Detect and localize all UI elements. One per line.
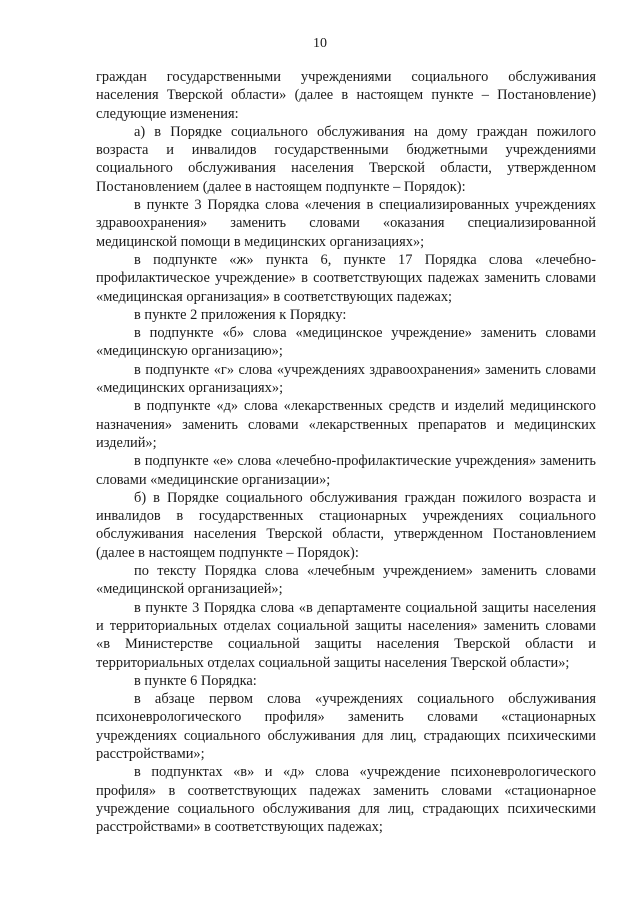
paragraph: граждан государственными учреждениями социального обслуживания населения Тверской области» (далее в настоящем пункте – Постановление) следующие изменения: xyxy=(96,69,596,122)
paragraph: в подпункте «ж» пункта 6, пункте 17 Порядка слова «лечебно-профилактическое учреждение» в соответствующих падежах заменить словами «медицинская организация» в соответствующих падежах; xyxy=(96,251,596,305)
paragraph: в подпункте «е» слова «лечебно-профилактические учреждения» заменить словами «медицинские организации»; xyxy=(96,453,596,488)
paragraph: в абзаце первом слова «учреждениях социального обслуживания психоневрологического профиля» заменить словами «стационарных учреждениях социального обслуживания для лиц, страдающих психическими расстройствами»; xyxy=(96,691,596,762)
paragraph: в пункте 2 приложения к Порядку: xyxy=(134,306,347,323)
paragraph: в подпунктах «в» и «д» слова «учреждение психоневрологического профиля» в соответствующих падежах заменить словами «стационарное учреждение социального обслуживания для лиц, страдающих психическими расстройствами» в соответствующих падежах; xyxy=(96,764,596,836)
paragraph: в пункте 3 Порядка слова «в департаменте социальной защиты населения и территориальных отделах социальной защиты населения» заменить словами «в Министерстве социальной защиты населения Тверской области и территориальных отделах социальной защиты населения Тверской области»; xyxy=(96,599,596,671)
paragraph: по тексту Порядка слова «лечебным учреждением» заменить словами «медицинской организацией»; xyxy=(96,563,596,598)
paragraph: а) в Порядке социального обслуживания на дому граждан пожилого возраста и инвалидов государственными бюджетными учреждениями социального обслуживания населения Тверской области, утвержденном Постановлением (далее в настоящем подпункте – Порядок): xyxy=(96,123,596,195)
paragraph: в пункте 6 Порядка: xyxy=(134,672,257,689)
document-body xyxy=(96,68,596,836)
paragraph: б) в Порядке социального обслуживания граждан пожилого возраста и инвалидов в государственных стационарных учреждениях социального обслуживания населения Тверской области, утвержденном Постановлением (далее в настоящем подпункте – Порядок): xyxy=(96,489,596,561)
paragraph: в подпункте «д» слова «лекарственных средств и изделий медицинского назначения» заменить словами «лекарственных препаратов и медицинских изделий»; xyxy=(96,398,596,451)
paragraph: в подпункте «б» слова «медицинское учреждение» заменить словами «медицинскую организацию»; xyxy=(96,325,596,360)
page-number: 10 xyxy=(313,36,327,51)
paragraph: в подпункте «г» слова «учреждениях здравоохранения» заменить словами «медицинских организациях»; xyxy=(96,361,596,397)
paragraph: в пункте 3 Порядка слова «лечения в специализированных учреждениях здравоохранения» заменить словами «оказания специализированной медицинской помощи в медицинских организациях»; xyxy=(96,197,596,250)
